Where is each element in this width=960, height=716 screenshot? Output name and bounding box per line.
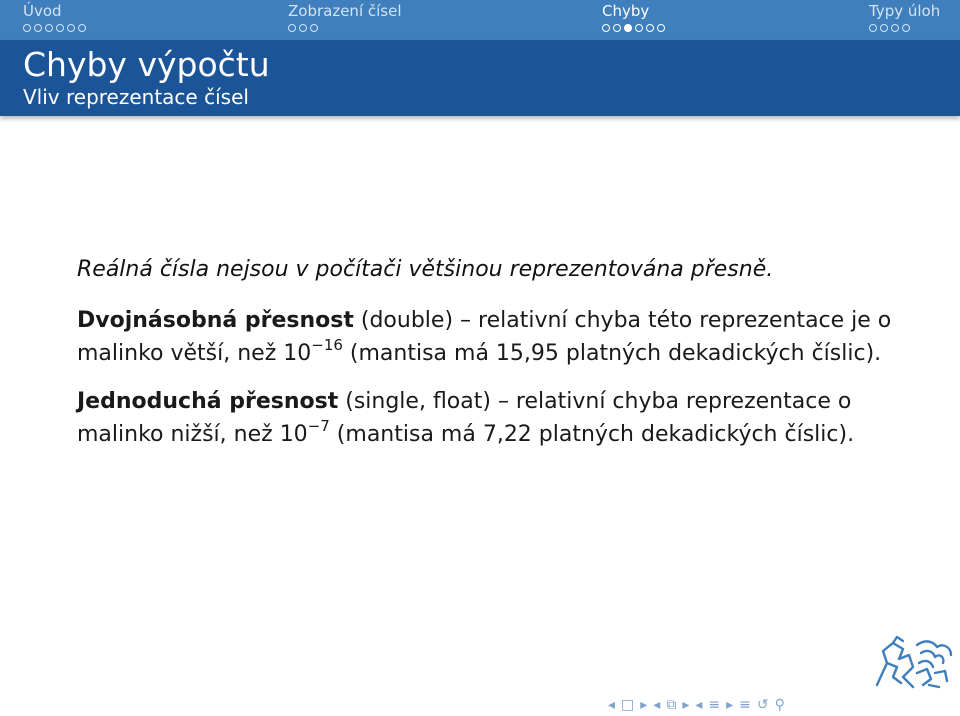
nav-dot[interactable]: [34, 24, 42, 32]
nav-dot[interactable]: [299, 24, 307, 32]
nav-dot[interactable]: [657, 24, 665, 32]
section-navigation-bar: [0, 0, 960, 40]
nav-dot[interactable]: [67, 24, 75, 32]
intro-text: Reálná čísla nejsou v počítači většinou reprezentována přesně.: [77, 257, 774, 282]
double-precision-term: Dvojnásobná přesnost: [77, 308, 354, 333]
section-next-icon[interactable]: ▸: [726, 697, 734, 713]
single-precision-text-b: (mantisa má 7,22 platných dekadických číslic).: [329, 422, 855, 447]
section-prev-icon[interactable]: ◂: [695, 697, 703, 713]
nav-dot[interactable]: [78, 24, 86, 32]
nav-dot[interactable]: [288, 24, 296, 32]
beamer-navigation-symbols: [605, 694, 788, 716]
nav-dot[interactable]: [902, 24, 910, 32]
nav-dot[interactable]: [646, 24, 654, 32]
nav-dots-zobrazeni: [288, 24, 318, 34]
frame-title: Chyby výpočtu: [23, 45, 270, 84]
nav-dot[interactable]: [613, 24, 621, 32]
single-precision-paragraph: [77, 385, 917, 451]
slide-content: [77, 253, 917, 466]
subsection-prev-icon[interactable]: ◂: [653, 697, 661, 713]
frame-next-icon[interactable]: ▸: [640, 697, 648, 713]
nav-dots-chyby: [602, 24, 665, 34]
frame-icon[interactable]: □: [621, 697, 635, 713]
nav-dots-uvod: [23, 24, 86, 34]
nav-dot[interactable]: [869, 24, 877, 32]
single-precision-term: Jednoduchá přesnost: [77, 389, 339, 414]
nav-dot[interactable]: [45, 24, 53, 32]
nav-dot-current[interactable]: [624, 24, 632, 32]
nav-dot[interactable]: [310, 24, 318, 32]
university-lion-logo: [873, 633, 955, 693]
search-icon[interactable]: ⚲: [774, 697, 785, 713]
single-precision-base: 10: [279, 422, 308, 447]
double-precision-base: 10: [283, 341, 312, 366]
subsection-next-icon[interactable]: ▸: [682, 697, 690, 713]
nav-section-zobrazeni[interactable]: Zobrazení čísel: [288, 2, 402, 20]
nav-section-uvod[interactable]: Úvod: [23, 2, 62, 20]
single-precision-exponent: −7: [307, 417, 330, 435]
nav-section-typy-uloh[interactable]: Typy úloh: [869, 2, 941, 20]
subsection-icon[interactable]: ⧉: [666, 697, 677, 713]
double-precision-exponent: −16: [311, 336, 343, 354]
single-precision-text-a: (single, float) – relativní chyba reprezentace o malinko nižší, než: [77, 389, 852, 447]
back-icon[interactable]: ↺: [756, 697, 769, 713]
nav-dot[interactable]: [635, 24, 643, 32]
doc-icon[interactable]: ≡: [739, 697, 751, 713]
frame-title-block: [0, 40, 960, 116]
nav-dot[interactable]: [891, 24, 899, 32]
double-precision-text-a: (double) – relativní chyba této reprezentace je o malinko větší, než: [77, 308, 892, 366]
frame-subtitle: Vliv reprezentace čísel: [23, 85, 249, 109]
section-icon[interactable]: ≡: [708, 697, 721, 713]
nav-dot[interactable]: [880, 24, 888, 32]
nav-dot[interactable]: [23, 24, 31, 32]
nav-section-chyby[interactable]: Chyby: [602, 2, 650, 20]
nav-dots-typy-uloh: [869, 24, 910, 34]
nav-dot[interactable]: [56, 24, 64, 32]
double-precision-text-b: (mantisa má 15,95 platných dekadických číslic).: [342, 341, 882, 366]
frame-prev-icon[interactable]: ◂: [608, 697, 616, 713]
nav-dot[interactable]: [602, 24, 610, 32]
double-precision-paragraph: [77, 304, 917, 370]
